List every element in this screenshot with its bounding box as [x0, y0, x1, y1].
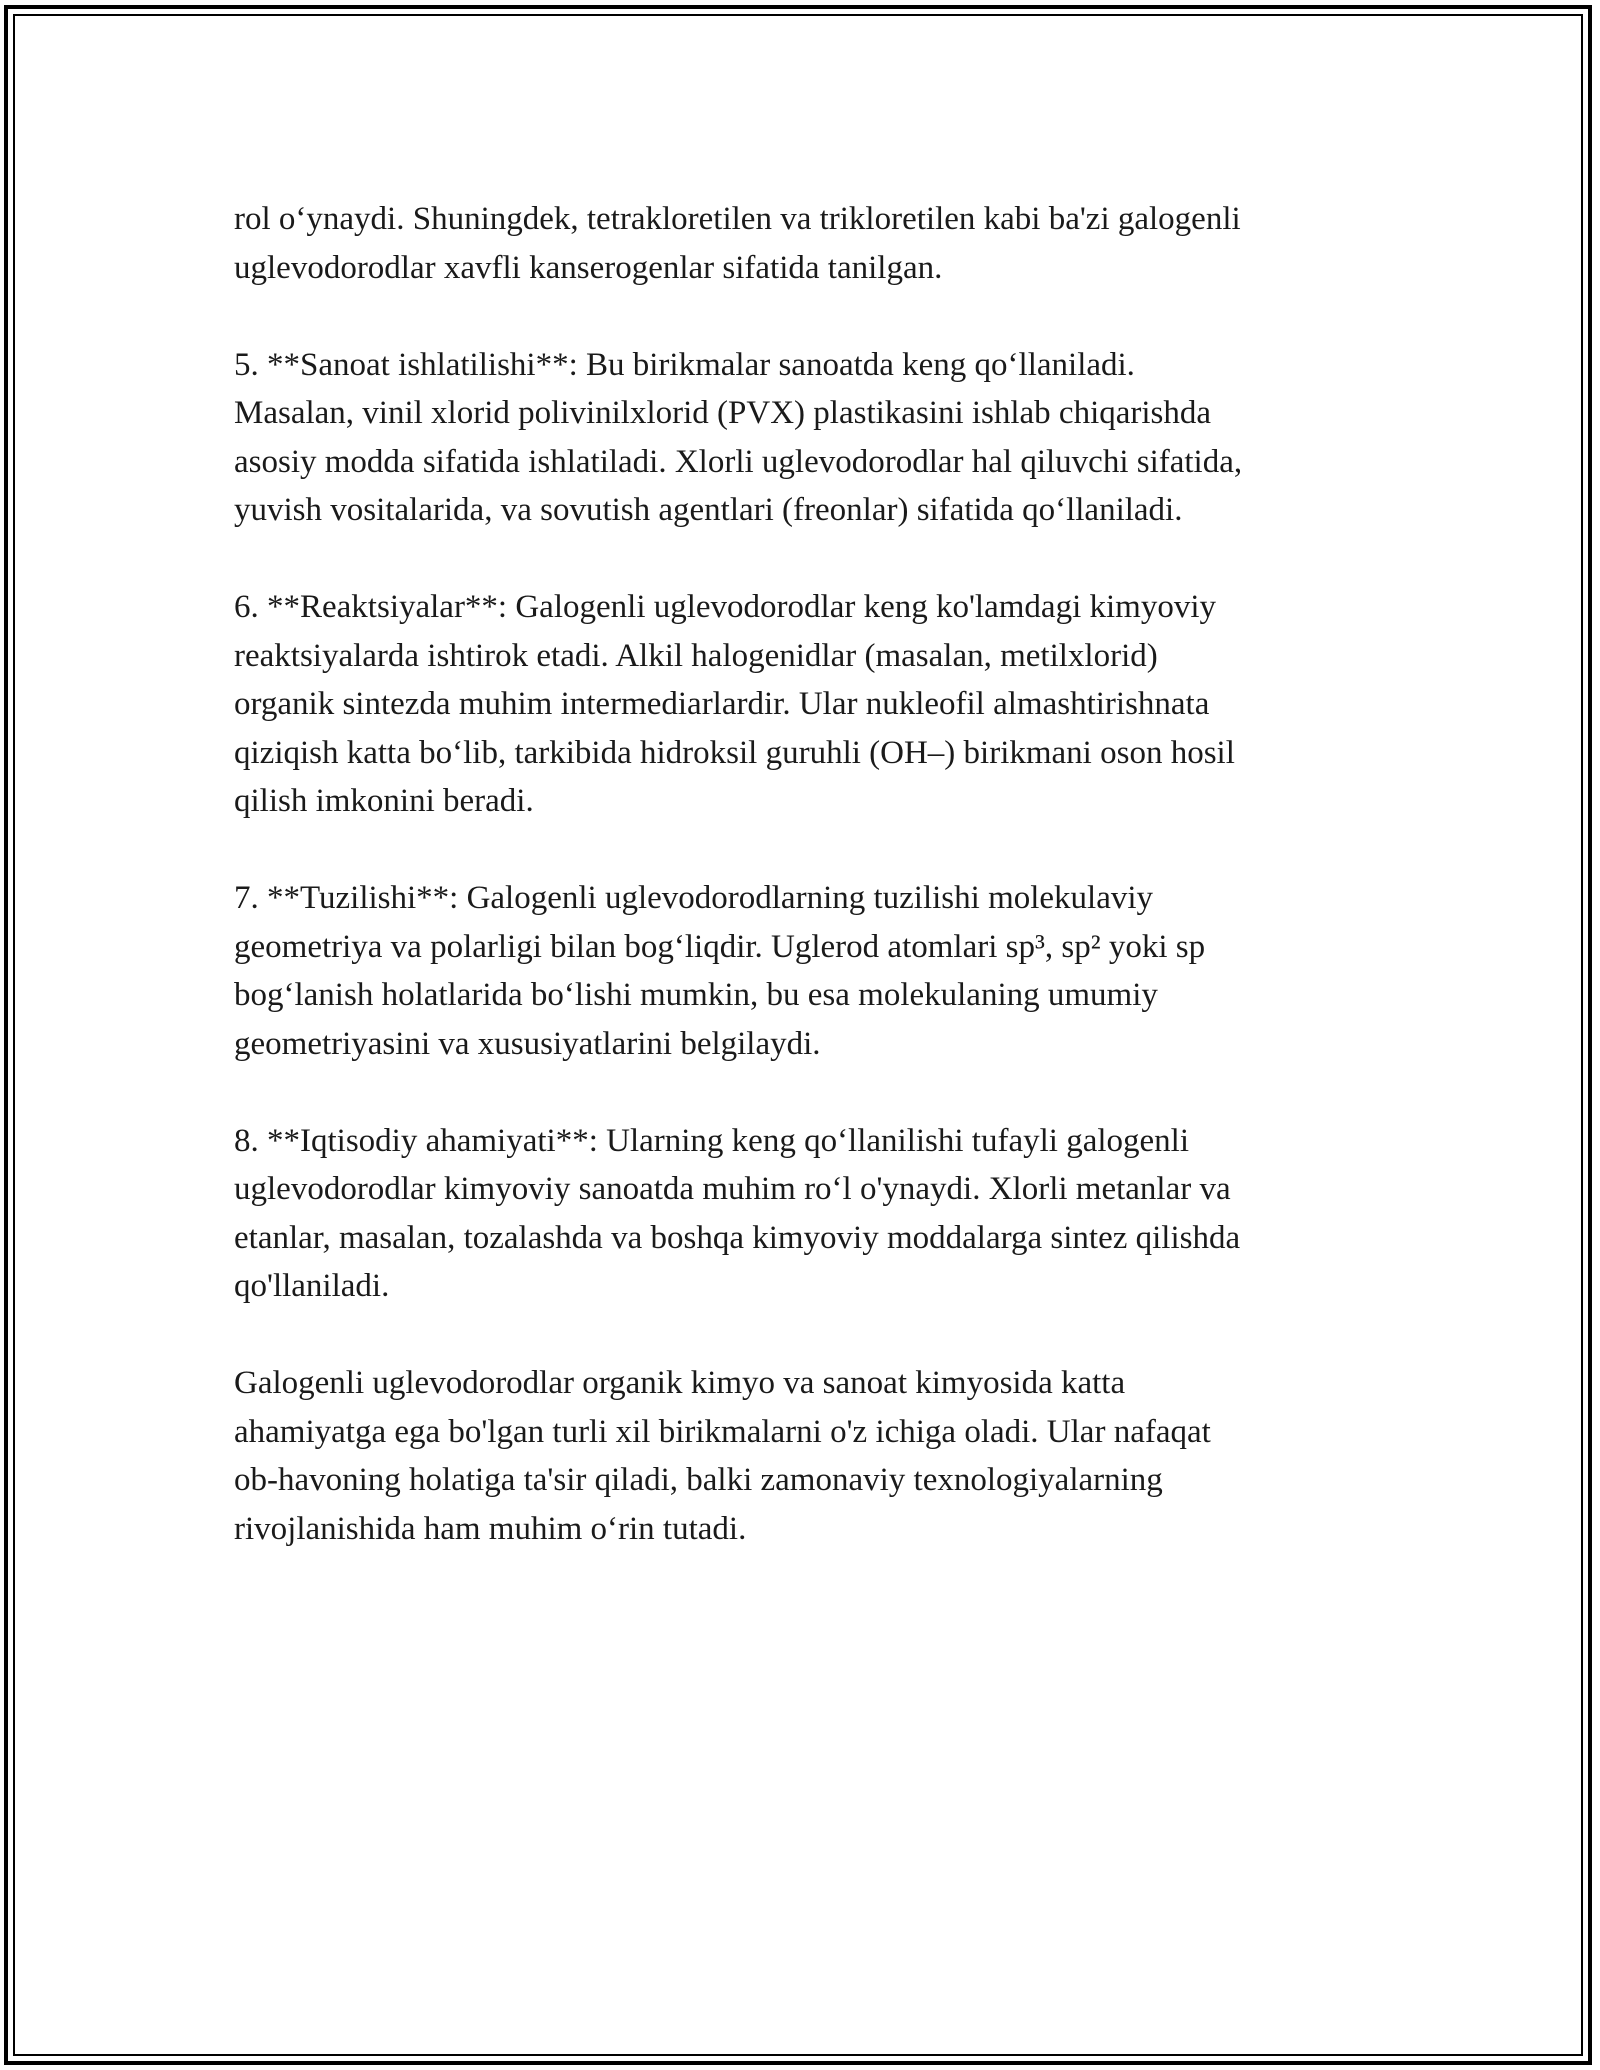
- document-body: [234, 195, 1404, 1553]
- paragraph-reactions: 6. **Reaktsiyalar**: Galogenli uglevodorodlar keng ko'lamdagi kimyoviy reaktsiyalarda ishtirok etadi. Alkil halogenidlar (masalan, metilxlorid) organik sintezda muhim intermediarlardir. Ular nukleofil almashtirishnata qiziqish katta bo‘lib, tarkibida hidroksil guruhli (OH–) birikmani oson hosil qilish imkonini beradi.: [234, 589, 1235, 819]
- paragraph-intro-continuation: rol o‘ynaydi. Shuningdek, tetrakloretilen va trikloretilen kabi ba'zi galogenli uglevodorodlar xavfli kanserogenlar sifatida tanilgan.: [234, 201, 1241, 286]
- paragraph-structure: 7. **Tuzilishi**: Galogenli uglevodorodlarning tuzilishi molekulaviy geometriya va polarligi bilan bog‘liqdir. Uglerod atomlari sp³, sp² yoki sp bog‘lanish holatlarida bo‘lishi mumkin, bu esa molekulaning umumiy geometriyasini va xususiyatlarini belgilaydi.: [234, 880, 1206, 1062]
- paragraph-industrial-use: 5. **Sanoat ishlatilishi**: Bu birikmalar sanoatda keng qo‘llaniladi. Masalan, vinil xlorid polivinilxlorid (PVX) plastikasini ishlab chiqarishda asosiy modda sifatida ishlatiladi. Xlorli uglevodorodlar hal qiluvchi sifatida, yuvish vositalarida, va sovutish agentlari (freonlar) sifatida qo‘llaniladi.: [234, 346, 1243, 528]
- paragraph-conclusion: Galogenli uglevodorodlar organik kimyo va sanoat kimyosida katta ahamiyatga ega bo'lgan turli xil birikmalarni o'z ichiga oladi. Ular nafaqat ob-havoning holatiga ta'sir qiladi, balki zamonaviy texnologiyalarning rivojlanishida ham muhim o‘rin tutadi.: [234, 1365, 1211, 1547]
- page-border: [4, 5, 1592, 2065]
- paragraph-economic-importance: 8. **Iqtisodiy ahamiyati**: Ularning keng qo‘llanilishi tufayli galogenli uglevodorodlar kimyoviy sanoatda muhim ro‘l o'ynaydi. Xlorli metanlar va etanlar, masalan, tozalashda va boshqa kimyoviy moddalarga sintez qilishda qo'llaniladi.: [234, 1122, 1241, 1304]
